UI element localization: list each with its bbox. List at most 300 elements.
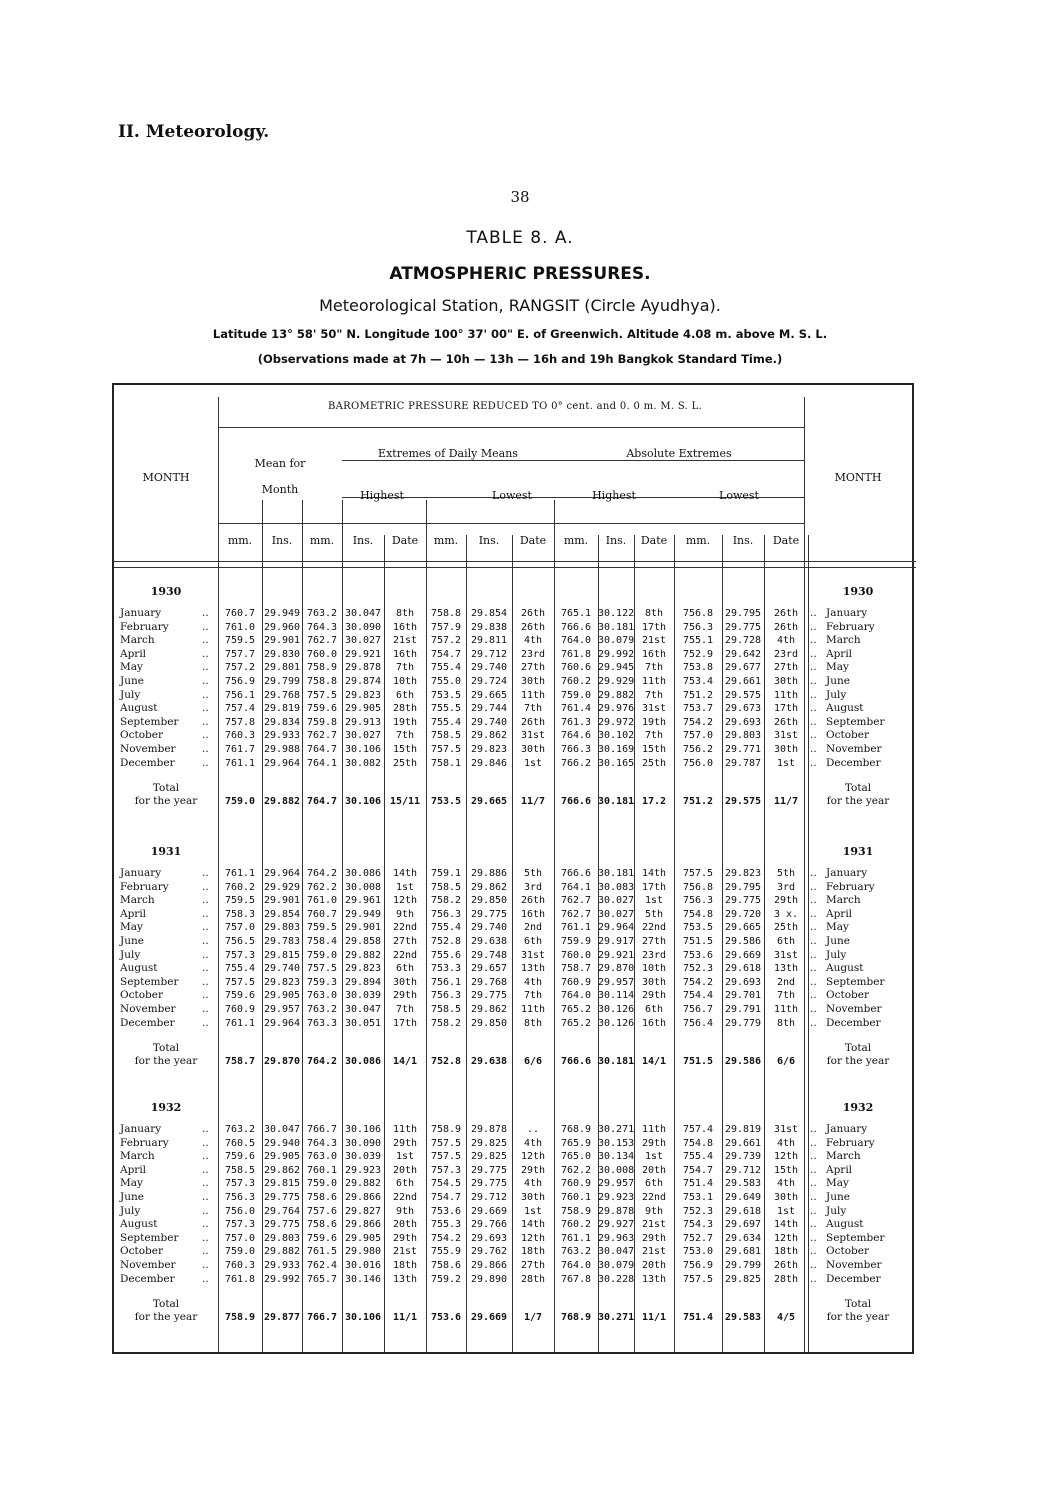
table-cell-alo_mm: 756.4 bbox=[682, 1017, 714, 1029]
unit-header-ins: Ins. bbox=[271, 534, 293, 547]
table-cell-lo_date: 1st bbox=[523, 1205, 543, 1217]
table-cell-hi_date: 9th bbox=[395, 908, 415, 920]
table-cell-lo_date: 4th bbox=[523, 1178, 543, 1190]
table-cell-ahi_date: 31st bbox=[641, 703, 667, 715]
dots-right: .. bbox=[810, 675, 817, 687]
total-cell-ahi_date: 14/1 bbox=[641, 1056, 667, 1068]
total-cell-ahi_mm: 766.6 bbox=[560, 796, 592, 808]
month-cell-right: January bbox=[826, 607, 868, 619]
table-cell-ahi_ins: 30.102 bbox=[598, 730, 635, 742]
dots-right: .. bbox=[810, 1259, 817, 1271]
table-cell-alo_ins: 29.661 bbox=[724, 676, 762, 687]
table-cell-hi_mm: 760.7 bbox=[306, 908, 338, 920]
total-label-right: Total bbox=[844, 782, 872, 795]
dots-right: .. bbox=[810, 607, 817, 619]
dots: .. bbox=[202, 962, 209, 975]
table-cell-hi_ins: 30.008 bbox=[344, 881, 382, 893]
month-cell: April bbox=[120, 907, 147, 920]
table-cell-alo_mm: 754.7 bbox=[682, 1164, 714, 1176]
table-cell-hi_ins: 30.082 bbox=[344, 757, 382, 769]
table-cell-alo_ins: 29.795 bbox=[724, 608, 762, 619]
dots: .. bbox=[202, 1177, 209, 1190]
table-cell-lo_date: 11th bbox=[520, 689, 546, 701]
dots: .. bbox=[202, 743, 209, 755]
table-cell-mean_ins: 29.901 bbox=[263, 635, 301, 647]
table-cell-mean_mm: 759.6 bbox=[224, 990, 256, 1002]
total-label-2-right: for the year bbox=[826, 1055, 890, 1068]
table-cell-alo_date: 1st bbox=[776, 1205, 796, 1217]
table-cell-alo_date: 11th bbox=[773, 689, 799, 701]
dots-right: .. bbox=[810, 1245, 817, 1258]
table-cell-lo_date: 31st bbox=[520, 949, 546, 961]
table-cell-alo_ins: 29.583 bbox=[724, 1178, 762, 1190]
total-cell-mean_mm: 758.9 bbox=[224, 1312, 256, 1324]
table-cell-alo_ins: 29.681 bbox=[724, 1246, 762, 1258]
table-cell-hi_mm: 762.4 bbox=[306, 1260, 338, 1271]
dots-right: .. bbox=[810, 948, 817, 961]
table-cell-alo_date: 15th bbox=[773, 1164, 799, 1176]
total-cell-lo_ins: 29.638 bbox=[470, 1056, 508, 1068]
table-cell-mean_mm: 761.8 bbox=[224, 1273, 256, 1285]
table-cell-hi_mm: 759.8 bbox=[306, 716, 338, 728]
unit-header-ins: Ins. bbox=[605, 534, 627, 547]
month-header-right: MONTH bbox=[834, 471, 882, 484]
dots: .. bbox=[202, 1163, 209, 1176]
table-cell-hi_ins: 30.047 bbox=[344, 1004, 382, 1015]
total-cell-alo_date: 4/5 bbox=[776, 1312, 796, 1324]
total-cell-hi_ins: 30.106 bbox=[344, 1312, 382, 1324]
unit-header-date: Date bbox=[772, 534, 800, 547]
month-cell-right: March bbox=[826, 634, 861, 647]
table-cell-lo_date: 2nd bbox=[523, 922, 543, 934]
table-cell-ahi_mm: 761.3 bbox=[560, 716, 592, 728]
table-cell-mean_mm: 763.2 bbox=[224, 1124, 256, 1135]
dots-right: .. bbox=[810, 1163, 817, 1176]
dots: .. bbox=[202, 989, 209, 1002]
month-cell-right: September bbox=[826, 1231, 885, 1244]
table-cell-mean_mm: 755.4 bbox=[224, 963, 256, 975]
month-cell-right: July bbox=[826, 948, 847, 961]
table-cell-lo_ins: 29.775 bbox=[470, 1178, 508, 1190]
table-cell-lo_date: 4th bbox=[523, 976, 543, 988]
table-cell-mean_ins: 29.933 bbox=[263, 1260, 301, 1271]
table-cell-mean_mm: 760.3 bbox=[224, 730, 256, 742]
table-cell-lo_date: 4th bbox=[523, 1137, 543, 1149]
table-cell-alo_ins: 29.693 bbox=[724, 976, 762, 988]
table-cell-lo_mm: 758.5 bbox=[430, 881, 462, 893]
table-cell-hi_mm: 763.3 bbox=[306, 1017, 338, 1029]
month-cell-right: April bbox=[826, 647, 853, 660]
table-cell-ahi_date: 22nd bbox=[641, 922, 667, 934]
table-cell-hi_mm: 760.0 bbox=[306, 648, 338, 660]
month-cell-right: August bbox=[826, 962, 864, 975]
table-cell-ahi_ins: 29.917 bbox=[598, 936, 635, 947]
table-cell-ahi_mm: 765.2 bbox=[560, 1017, 592, 1029]
table-cell-hi_date: 6th bbox=[395, 689, 415, 701]
table-cell-mean_ins: 29.834 bbox=[263, 716, 301, 728]
dots-right: .. bbox=[810, 1272, 817, 1285]
month-cell-right: February bbox=[826, 1136, 875, 1149]
table-cell-mean_mm: 760.5 bbox=[224, 1137, 256, 1149]
table-cell-alo_ins: 29.697 bbox=[724, 1219, 762, 1231]
table-cell-hi_mm: 757.5 bbox=[306, 689, 338, 701]
table-cell-lo_ins: 29.766 bbox=[470, 1219, 508, 1231]
total-cell-alo_ins: 29.575 bbox=[724, 796, 762, 808]
table-cell-ahi_mm: 762.2 bbox=[560, 1164, 592, 1176]
table-cell-ahi_ins: 30.114 bbox=[598, 990, 635, 1002]
month-cell-right: November bbox=[826, 1259, 882, 1271]
table-cell-mean_mm: 759.5 bbox=[224, 635, 256, 647]
table-cell-alo_mm: 755.4 bbox=[682, 1151, 714, 1163]
table-cell-ahi_date: 21st bbox=[641, 1246, 667, 1258]
table-cell-mean_ins: 29.740 bbox=[263, 963, 301, 975]
month-cell-right: February bbox=[826, 880, 875, 893]
unit-header-ins: Ins. bbox=[478, 534, 500, 547]
table-cell-hi_date: 7th bbox=[395, 730, 415, 742]
table-cell-ahi_date: 23rd bbox=[641, 949, 667, 961]
table-cell-hi_ins: 29.923 bbox=[344, 1164, 382, 1176]
table-cell-hi_mm: 761.5 bbox=[306, 1246, 338, 1258]
table-cell-ahi_date: 29th bbox=[641, 990, 667, 1002]
table-cell-lo_date: 26th bbox=[520, 621, 546, 633]
month-cell: May bbox=[120, 921, 143, 934]
table-cell-ahi_ins: 29.972 bbox=[598, 716, 635, 728]
table-cell-mean_ins: 29.803 bbox=[263, 922, 301, 934]
table-cell-lo_date: 12th bbox=[520, 1151, 546, 1163]
table-cell-lo_mm: 759.2 bbox=[430, 1273, 462, 1285]
total-cell-mean_mm: 758.7 bbox=[224, 1056, 256, 1068]
table-cell-ahi_ins: 29.878 bbox=[598, 1205, 635, 1217]
table-cell-alo_ins: 29.825 bbox=[724, 1273, 762, 1285]
total-label: Total bbox=[152, 1298, 180, 1311]
month-cell-right: January bbox=[826, 867, 868, 879]
month-cell-right: August bbox=[826, 1218, 864, 1231]
table-cell-mean_mm: 761.1 bbox=[224, 868, 256, 879]
table-cell-ahi_date: 27th bbox=[641, 936, 667, 947]
table-cell-ahi_mm: 766.6 bbox=[560, 868, 592, 879]
table-cell-mean_ins: 29.905 bbox=[263, 1151, 301, 1163]
abs-lowest-header: Lowest bbox=[719, 489, 759, 502]
table-cell-mean_mm: 757.3 bbox=[224, 1219, 256, 1231]
table-cell-ahi_ins: 29.976 bbox=[598, 703, 635, 715]
table-cell-hi_mm: 759.5 bbox=[306, 922, 338, 934]
table-cell-lo_ins: 29.724 bbox=[470, 676, 508, 687]
table-cell-hi_ins: 30.051 bbox=[344, 1017, 382, 1029]
header-rule bbox=[114, 567, 916, 568]
table-cell-lo_ins: 29.850 bbox=[470, 1017, 508, 1029]
table-cell-mean_mm: 756.1 bbox=[224, 689, 256, 701]
header-rule bbox=[114, 561, 916, 562]
table-cell-ahi_date: 29th bbox=[641, 1232, 667, 1244]
month-cell: November bbox=[120, 1259, 176, 1271]
table-cell-alo_mm: 754.8 bbox=[682, 908, 714, 920]
total-cell-alo_date: 11/7 bbox=[773, 796, 799, 808]
table-cell-lo_mm: 758.6 bbox=[430, 1260, 462, 1271]
table-cell-alo_ins: 29.634 bbox=[724, 1232, 762, 1244]
table-cell-ahi_mm: 762.7 bbox=[560, 908, 592, 920]
total-cell-mean_ins: 29.882 bbox=[263, 796, 301, 808]
dots: .. bbox=[202, 675, 209, 687]
table-cell-mean_ins: 29.823 bbox=[263, 976, 301, 988]
table-cell-alo_ins: 29.586 bbox=[724, 936, 762, 947]
table-cell-alo_date: 5th bbox=[776, 868, 796, 879]
month-cell: August bbox=[120, 1218, 158, 1231]
table-cell-alo_ins: 29.693 bbox=[724, 716, 762, 728]
table-cell-mean_mm: 756.0 bbox=[224, 1205, 256, 1217]
table-cell-hi_date: 18th bbox=[392, 1260, 418, 1271]
table-cell-hi_ins: 29.858 bbox=[344, 936, 382, 947]
month-cell-right: September bbox=[826, 975, 885, 988]
month-cell-right: December bbox=[826, 1272, 881, 1285]
table-cell-hi_date: 29th bbox=[392, 990, 418, 1002]
table-cell-ahi_ins: 30.181 bbox=[598, 621, 635, 633]
table-cell-alo_date: 12th bbox=[773, 1151, 799, 1163]
month-cell: November bbox=[120, 743, 176, 755]
table-cell-mean_ins: 29.819 bbox=[263, 703, 301, 715]
table-cell-ahi_ins: 29.921 bbox=[598, 949, 635, 961]
month-cell-right: December bbox=[826, 756, 881, 769]
table-cell-lo_ins: 29.846 bbox=[470, 757, 508, 769]
section-heading: II. Meteorology. bbox=[118, 122, 270, 142]
table-cell-alo_ins: 29.799 bbox=[724, 1260, 762, 1271]
month-cell-right: May bbox=[826, 921, 849, 934]
total-cell-ahi_ins: 30.181 bbox=[598, 1056, 635, 1068]
table-cell-mean_mm: 757.7 bbox=[224, 648, 256, 660]
table-cell-ahi_ins: 29.929 bbox=[598, 676, 635, 687]
month-cell-right: May bbox=[826, 661, 849, 674]
dots: .. bbox=[202, 647, 209, 660]
total-cell-lo_date: 11/7 bbox=[520, 796, 546, 808]
table-cell-mean_mm: 760.9 bbox=[224, 1004, 256, 1015]
table-cell-mean_mm: 761.0 bbox=[224, 621, 256, 633]
table-cell-mean_mm: 757.3 bbox=[224, 949, 256, 961]
table-cell-ahi_date: 25th bbox=[641, 757, 667, 769]
dots: .. bbox=[202, 1259, 209, 1271]
table-cell-mean_mm: 757.8 bbox=[224, 716, 256, 728]
table-cell-hi_ins: 29.823 bbox=[344, 963, 382, 975]
table-cell-ahi_ins: 30.228 bbox=[598, 1273, 635, 1285]
table-cell-lo_mm: 753.6 bbox=[430, 1205, 462, 1217]
dots-right: .. bbox=[810, 989, 817, 1002]
month-cell: September bbox=[120, 975, 179, 988]
table-cell-alo_mm: 752.7 bbox=[682, 1232, 714, 1244]
table-cell-lo_date: 7th bbox=[523, 990, 543, 1002]
unit-header-ins: Ins. bbox=[732, 534, 754, 547]
table-cell-alo_ins: 29.701 bbox=[724, 990, 762, 1002]
table-cell-ahi_date: 15th bbox=[641, 744, 667, 755]
table-cell-lo_mm: 754.7 bbox=[430, 1192, 462, 1203]
table-cell-mean_ins: 29.801 bbox=[263, 662, 301, 674]
table-cell-ahi_date: 22nd bbox=[641, 1192, 667, 1203]
table-caption: BAROMETRIC PRESSURE REDUCED TO 0° cent. and 0. 0 m. M. S. L. bbox=[327, 401, 703, 412]
dots-right: .. bbox=[810, 743, 817, 755]
month-cell: October bbox=[120, 1245, 163, 1258]
table-cell-lo_mm: 758.5 bbox=[430, 1004, 462, 1015]
dots-right: .. bbox=[810, 1123, 817, 1135]
table-cell-alo_ins: 29.649 bbox=[724, 1192, 762, 1203]
table-cell-alo_mm: 757.0 bbox=[682, 730, 714, 742]
month-cell: March bbox=[120, 634, 155, 647]
dots: .. bbox=[202, 1150, 209, 1163]
dots: .. bbox=[202, 948, 209, 961]
table-cell-lo_date: 26th bbox=[520, 716, 546, 728]
unit-header-date: Date bbox=[519, 534, 547, 547]
table-cell-lo_mm: 758.9 bbox=[430, 1124, 462, 1135]
total-label-2-right: for the year bbox=[826, 795, 890, 808]
month-cell: July bbox=[120, 1204, 141, 1217]
dots-right: .. bbox=[810, 1231, 817, 1244]
table-cell-hi_ins: 29.866 bbox=[344, 1192, 382, 1203]
table-cell-hi_date: 22nd bbox=[392, 922, 418, 934]
month-cell-right: June bbox=[826, 935, 850, 947]
dots-right: .. bbox=[810, 962, 817, 975]
table-cell-hi_date: 22nd bbox=[392, 949, 418, 961]
table-cell-hi_ins: 30.027 bbox=[344, 730, 382, 742]
table-cell-lo_date: 1st bbox=[523, 757, 543, 769]
table-cell-lo_ins: 29.850 bbox=[470, 895, 508, 907]
table-cell-alo_date: 13th bbox=[773, 963, 799, 975]
table-cell-hi_mm: 758.6 bbox=[306, 1219, 338, 1231]
month-cell: April bbox=[120, 1163, 147, 1176]
table-cell-mean_ins: 29.783 bbox=[263, 936, 301, 947]
table-cell-alo_mm: 752.3 bbox=[682, 1205, 714, 1217]
table-cell-ahi_ins: 30.126 bbox=[598, 1004, 635, 1015]
dots-right: .. bbox=[810, 1150, 817, 1163]
table-cell-alo_mm: 754.8 bbox=[682, 1137, 714, 1149]
table-cell-lo_ins: 29.748 bbox=[470, 949, 508, 961]
table-cell-ahi_date: 6th bbox=[644, 1004, 664, 1015]
dots: .. bbox=[202, 975, 209, 988]
table-cell-lo_ins: 29.886 bbox=[470, 868, 508, 879]
table-cell-alo_ins: 29.771 bbox=[724, 744, 762, 755]
table-cell-alo_mm: 755.1 bbox=[682, 635, 714, 647]
table-cell-ahi_date: 20th bbox=[641, 1260, 667, 1271]
header-rule bbox=[218, 523, 804, 524]
dots-right: .. bbox=[810, 702, 817, 715]
table-cell-hi_ins: 29.905 bbox=[344, 1232, 382, 1244]
table-cell-mean_ins: 29.964 bbox=[263, 757, 301, 769]
table-cell-mean_ins: 29.960 bbox=[263, 621, 301, 633]
table-cell-lo_mm: 757.5 bbox=[430, 1151, 462, 1163]
table-cell-ahi_ins: 30.079 bbox=[598, 635, 635, 647]
table-cell-ahi_date: 11th bbox=[641, 1124, 667, 1135]
table-cell-mean_ins: 29.815 bbox=[263, 949, 301, 961]
total-cell-ahi_date: 11/1 bbox=[641, 1312, 667, 1324]
table-cell-ahi_mm: 760.9 bbox=[560, 976, 592, 988]
total-cell-alo_mm: 751.5 bbox=[682, 1056, 714, 1068]
table-cell-lo_mm: 756.1 bbox=[430, 976, 462, 988]
table-cell-lo_mm: 753.3 bbox=[430, 963, 462, 975]
table-cell-ahi_date: 14th bbox=[641, 868, 667, 879]
table-cell-hi_ins: 29.901 bbox=[344, 922, 382, 934]
table-cell-mean_mm: 757.0 bbox=[224, 922, 256, 934]
table-cell-ahi_mm: 758.7 bbox=[560, 963, 592, 975]
mean-for-header: Mean for bbox=[254, 457, 306, 470]
table-cell-ahi_mm: 760.0 bbox=[560, 949, 592, 961]
table-cell-ahi_ins: 29.882 bbox=[598, 689, 635, 701]
table-cell-ahi_date: 1st bbox=[644, 1151, 664, 1163]
table-cell-ahi_mm: 760.9 bbox=[560, 1178, 592, 1190]
table-cell-hi_ins: 29.874 bbox=[344, 676, 382, 687]
table-cell-lo_ins: 29.768 bbox=[470, 976, 508, 988]
total-cell-lo_mm: 753.5 bbox=[430, 796, 462, 808]
table-cell-alo_date: 30th bbox=[773, 1192, 799, 1203]
table-cell-alo_ins: 29.720 bbox=[724, 908, 762, 920]
table-cell-mean_mm: 759.6 bbox=[224, 1151, 256, 1163]
observations-line: (Observations made at 7h — 10h — 13h — 16h and 19h Bangkok Standard Time.) bbox=[257, 352, 783, 366]
table-cell-mean_ins: 29.775 bbox=[263, 1192, 301, 1203]
table-cell-ahi_ins: 29.992 bbox=[598, 648, 635, 660]
table-cell-ahi_mm: 764.0 bbox=[560, 990, 592, 1002]
table-cell-hi_date: 15th bbox=[392, 744, 418, 755]
dots: .. bbox=[202, 661, 209, 674]
unit-header-mm: mm. bbox=[563, 534, 589, 547]
column-divider bbox=[808, 535, 809, 1352]
dots: .. bbox=[202, 1231, 209, 1244]
year-label: 1931 bbox=[150, 845, 182, 858]
dots: .. bbox=[202, 1272, 209, 1285]
table-cell-alo_mm: 752.3 bbox=[682, 963, 714, 975]
table-cell-alo_date: 25th bbox=[773, 922, 799, 934]
table-cell-ahi_mm: 760.2 bbox=[560, 1219, 592, 1231]
month-cell: June bbox=[120, 675, 144, 687]
table-cell-mean_ins: 29.964 bbox=[263, 1017, 301, 1029]
table-cell-lo_mm: 757.3 bbox=[430, 1164, 462, 1176]
table-cell-mean_ins: 29.854 bbox=[263, 908, 301, 920]
total-label: Total bbox=[152, 1042, 180, 1055]
coordinates-line: Latitude 13° 58' 50" N. Longitude 100° 37' 00" E. of Greenwich. Altitude 4.08 m. above M. S. L. bbox=[212, 327, 828, 341]
dots: .. bbox=[202, 702, 209, 715]
table-cell-mean_ins: 29.799 bbox=[263, 676, 301, 687]
table-cell-alo_ins: 29.618 bbox=[724, 963, 762, 975]
table-cell-alo_mm: 754.4 bbox=[682, 990, 714, 1002]
table-cell-lo_date: .. bbox=[526, 1124, 540, 1135]
table-cell-alo_ins: 29.661 bbox=[724, 1137, 762, 1149]
table-cell-hi_mm: 766.7 bbox=[306, 1124, 338, 1135]
table-cell-alo_ins: 29.673 bbox=[724, 703, 762, 715]
table-cell-hi_mm: 765.7 bbox=[306, 1273, 338, 1285]
total-label-2: for the year bbox=[134, 1311, 198, 1324]
table-cell-alo_date: 1st bbox=[776, 757, 796, 769]
dots: .. bbox=[202, 921, 209, 934]
table-cell-lo_date: 11th bbox=[520, 1004, 546, 1015]
month-cell: July bbox=[120, 948, 141, 961]
table-cell-mean_mm: 761.1 bbox=[224, 1017, 256, 1029]
dots: .. bbox=[202, 1136, 209, 1149]
table-cell-lo_mm: 754.7 bbox=[430, 648, 462, 660]
table-cell-ahi_date: 10th bbox=[641, 963, 667, 975]
table-cell-alo_ins: 29.712 bbox=[724, 1164, 762, 1176]
table-cell-lo_ins: 29.762 bbox=[470, 1246, 508, 1258]
dots-right: .. bbox=[810, 1191, 817, 1203]
table-cell-alo_date: 2nd bbox=[776, 976, 796, 988]
dots: .. bbox=[202, 907, 209, 920]
table-cell-alo_mm: 753.7 bbox=[682, 703, 714, 715]
dots-right: .. bbox=[810, 1218, 817, 1231]
month-cell: August bbox=[120, 702, 158, 715]
month-cell-right: October bbox=[826, 1245, 869, 1258]
table-cell-hi_mm: 759.6 bbox=[306, 703, 338, 715]
table-cell-alo_date: 30th bbox=[773, 744, 799, 755]
dots: .. bbox=[202, 1218, 209, 1231]
table-cell-alo_date: 14th bbox=[773, 1219, 799, 1231]
total-label: Total bbox=[152, 782, 180, 795]
table-cell-mean_mm: 760.7 bbox=[224, 608, 256, 619]
table-cell-ahi_mm: 766.2 bbox=[560, 757, 592, 769]
table-cell-alo_ins: 29.618 bbox=[724, 1205, 762, 1217]
table-cell-hi_date: 21st bbox=[392, 635, 418, 647]
table-cell-alo_mm: 753.5 bbox=[682, 922, 714, 934]
